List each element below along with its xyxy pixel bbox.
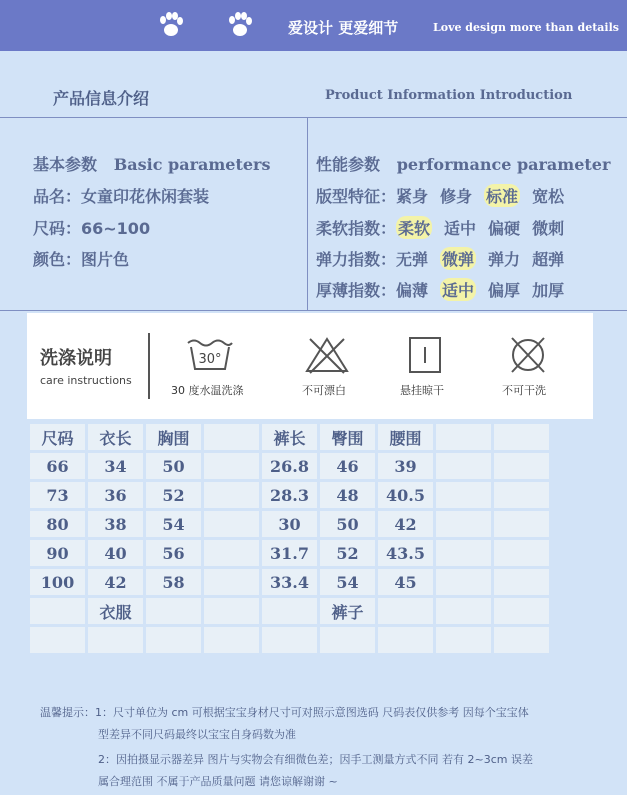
performance-option: 宽松 [532, 187, 565, 206]
table-row [30, 627, 549, 653]
care-label: 30 度水温洗涤 [171, 384, 244, 397]
table-cell: 58 [146, 569, 201, 595]
performance-row [316, 278, 576, 301]
table-cell: 38 [88, 511, 143, 537]
performance-option: 偏硬 [488, 219, 521, 238]
note-line: 2：因拍摄显示器差异 图片与实物会有细微色差；因手工测量方式不同 若有 2~3cm 误差 [98, 753, 533, 766]
table-header-cell [436, 424, 491, 450]
no-dry-clean-icon [503, 335, 553, 375]
performance-option: 弹力 [488, 250, 521, 269]
note-line: 属合理范围 不属于产品质量问题 请您谅解谢谢 ~ [98, 775, 338, 788]
section-title: 产品信息介绍 [53, 89, 150, 108]
basic-heading: 基本参数 Basic parameters [33, 155, 271, 174]
table-cell: 100 [30, 569, 85, 595]
table-cell: 26.8 [262, 453, 317, 479]
table-cell: 42 [378, 511, 433, 537]
performance-row [316, 247, 576, 270]
table-cell: 45 [378, 569, 433, 595]
table-cell [262, 627, 317, 653]
table-cell: 衣服 [88, 598, 143, 624]
table-cell [262, 598, 317, 624]
table-header-cell [494, 424, 549, 450]
performance-option: 紧身 [396, 187, 429, 206]
divider [307, 118, 308, 310]
table-cell [378, 598, 433, 624]
divider [0, 310, 627, 311]
table-cell [30, 598, 85, 624]
table-header-cell: 胸围 [146, 424, 201, 450]
table-cell: 30 [262, 511, 317, 537]
table-row [30, 569, 549, 595]
table-cell [146, 627, 201, 653]
table-cell: 39 [378, 453, 433, 479]
table-cell: 34 [88, 453, 143, 479]
performance-label: 厚薄指数： [316, 281, 397, 300]
table-cell [436, 482, 491, 508]
performance-option: 加厚 [532, 281, 565, 300]
table-cell: 43.5 [378, 540, 433, 566]
table-cell: 48 [320, 482, 375, 508]
performance-option-selected: 适中 [440, 278, 476, 301]
performance-option: 微刺 [532, 219, 565, 238]
note-line: 温馨提示：1：尺寸单位为 cm 可根据宝宝身材尺寸可对照示意图选码 尺码表仅供参考 因每个宝宝体 [40, 706, 529, 719]
table-cell: 54 [146, 511, 201, 537]
table-cell [436, 511, 491, 537]
performance-label: 版型特征： [316, 187, 397, 206]
table-cell: 52 [320, 540, 375, 566]
table-cell [436, 569, 491, 595]
table-cell: 40.5 [378, 482, 433, 508]
care-label: 悬挂晾干 [400, 384, 444, 397]
table-row [30, 453, 549, 479]
table-cell: 33.4 [262, 569, 317, 595]
table-cell: 46 [320, 453, 375, 479]
table-header-cell: 腰围 [378, 424, 433, 450]
performance-row [316, 216, 576, 239]
performance-option: 超弹 [532, 250, 565, 269]
care-label: 不可漂白 [302, 384, 346, 397]
table-cell: 80 [30, 511, 85, 537]
table-header-cell: 臀围 [320, 424, 375, 450]
table-cell: 90 [30, 540, 85, 566]
product-size: 尺码：66~100 [33, 219, 151, 238]
table-cell: 31.7 [262, 540, 317, 566]
table-cell: 50 [320, 511, 375, 537]
table-cell [494, 627, 549, 653]
section-title-english: Product Information Introduction [325, 88, 573, 103]
slogan-english: Love design more than details [433, 21, 619, 34]
performance-option: 适中 [444, 219, 477, 238]
size-table [27, 421, 552, 656]
performance-option: 偏厚 [488, 281, 521, 300]
table-row [30, 598, 549, 624]
table-cell [204, 511, 259, 537]
divider [0, 117, 627, 118]
table-header-cell: 裤长 [262, 424, 317, 450]
no-bleach-icon [302, 335, 352, 375]
note-line: 型差异不同尺码最终以宝宝自身码数为准 [98, 728, 296, 741]
performance-option: 无弹 [396, 250, 429, 269]
table-cell [494, 598, 549, 624]
table-cell [494, 511, 549, 537]
table-cell: 56 [146, 540, 201, 566]
performance-label: 柔软指数： [316, 219, 397, 238]
performance-option-selected: 标准 [484, 184, 520, 207]
care-label: 不可干洗 [502, 384, 546, 397]
performance-heading: 性能参数 performance parameter [316, 155, 611, 174]
table-cell: 73 [30, 482, 85, 508]
table-cell [436, 598, 491, 624]
table-cell [436, 453, 491, 479]
table-row [30, 540, 549, 566]
table-cell [436, 627, 491, 653]
performance-label: 弹力指数： [316, 250, 397, 269]
table-cell [146, 598, 201, 624]
product-color: 颜色：图片色 [33, 250, 130, 269]
paw-icon [226, 12, 254, 38]
table-cell [436, 540, 491, 566]
table-row [30, 482, 549, 508]
product-name: 品名：女童印花休闲套装 [33, 187, 210, 206]
performance-option-selected: 柔软 [396, 216, 432, 239]
divider [148, 333, 150, 399]
table-cell [30, 627, 85, 653]
table-cell [320, 627, 375, 653]
table-cell: 66 [30, 453, 85, 479]
table-cell: 54 [320, 569, 375, 595]
table-cell [88, 627, 143, 653]
table-cell [494, 569, 549, 595]
table-cell [494, 482, 549, 508]
table-cell: 40 [88, 540, 143, 566]
table-header-cell: 尺码 [30, 424, 85, 450]
table-cell [494, 540, 549, 566]
performance-option: 偏薄 [396, 281, 429, 300]
table-header-cell [204, 424, 259, 450]
hang-dry-icon [400, 335, 450, 375]
table-cell [204, 482, 259, 508]
table-cell: 42 [88, 569, 143, 595]
svg-text:30°: 30° [198, 352, 222, 367]
table-cell: 裤子 [320, 598, 375, 624]
table-cell [378, 627, 433, 653]
table-cell: 28.3 [262, 482, 317, 508]
table-cell [494, 453, 549, 479]
paw-icon [157, 12, 185, 38]
table-header-cell: 衣长 [88, 424, 143, 450]
care-subtitle: care instructions [40, 374, 132, 387]
table-cell [204, 627, 259, 653]
performance-option: 修身 [440, 187, 473, 206]
care-title: 洗涤说明 [40, 348, 112, 369]
performance-row [316, 184, 576, 207]
table-cell: 36 [88, 482, 143, 508]
slogan: 爱设计 更爱细节 [288, 19, 399, 37]
table-cell [204, 540, 259, 566]
table-cell [204, 453, 259, 479]
table-header-row [30, 424, 549, 450]
table-cell: 50 [146, 453, 201, 479]
table-cell: 52 [146, 482, 201, 508]
wash-30-icon [185, 335, 235, 375]
table-cell [204, 598, 259, 624]
table-cell [204, 569, 259, 595]
performance-option-selected: 微弹 [440, 247, 476, 270]
table-row [30, 511, 549, 537]
